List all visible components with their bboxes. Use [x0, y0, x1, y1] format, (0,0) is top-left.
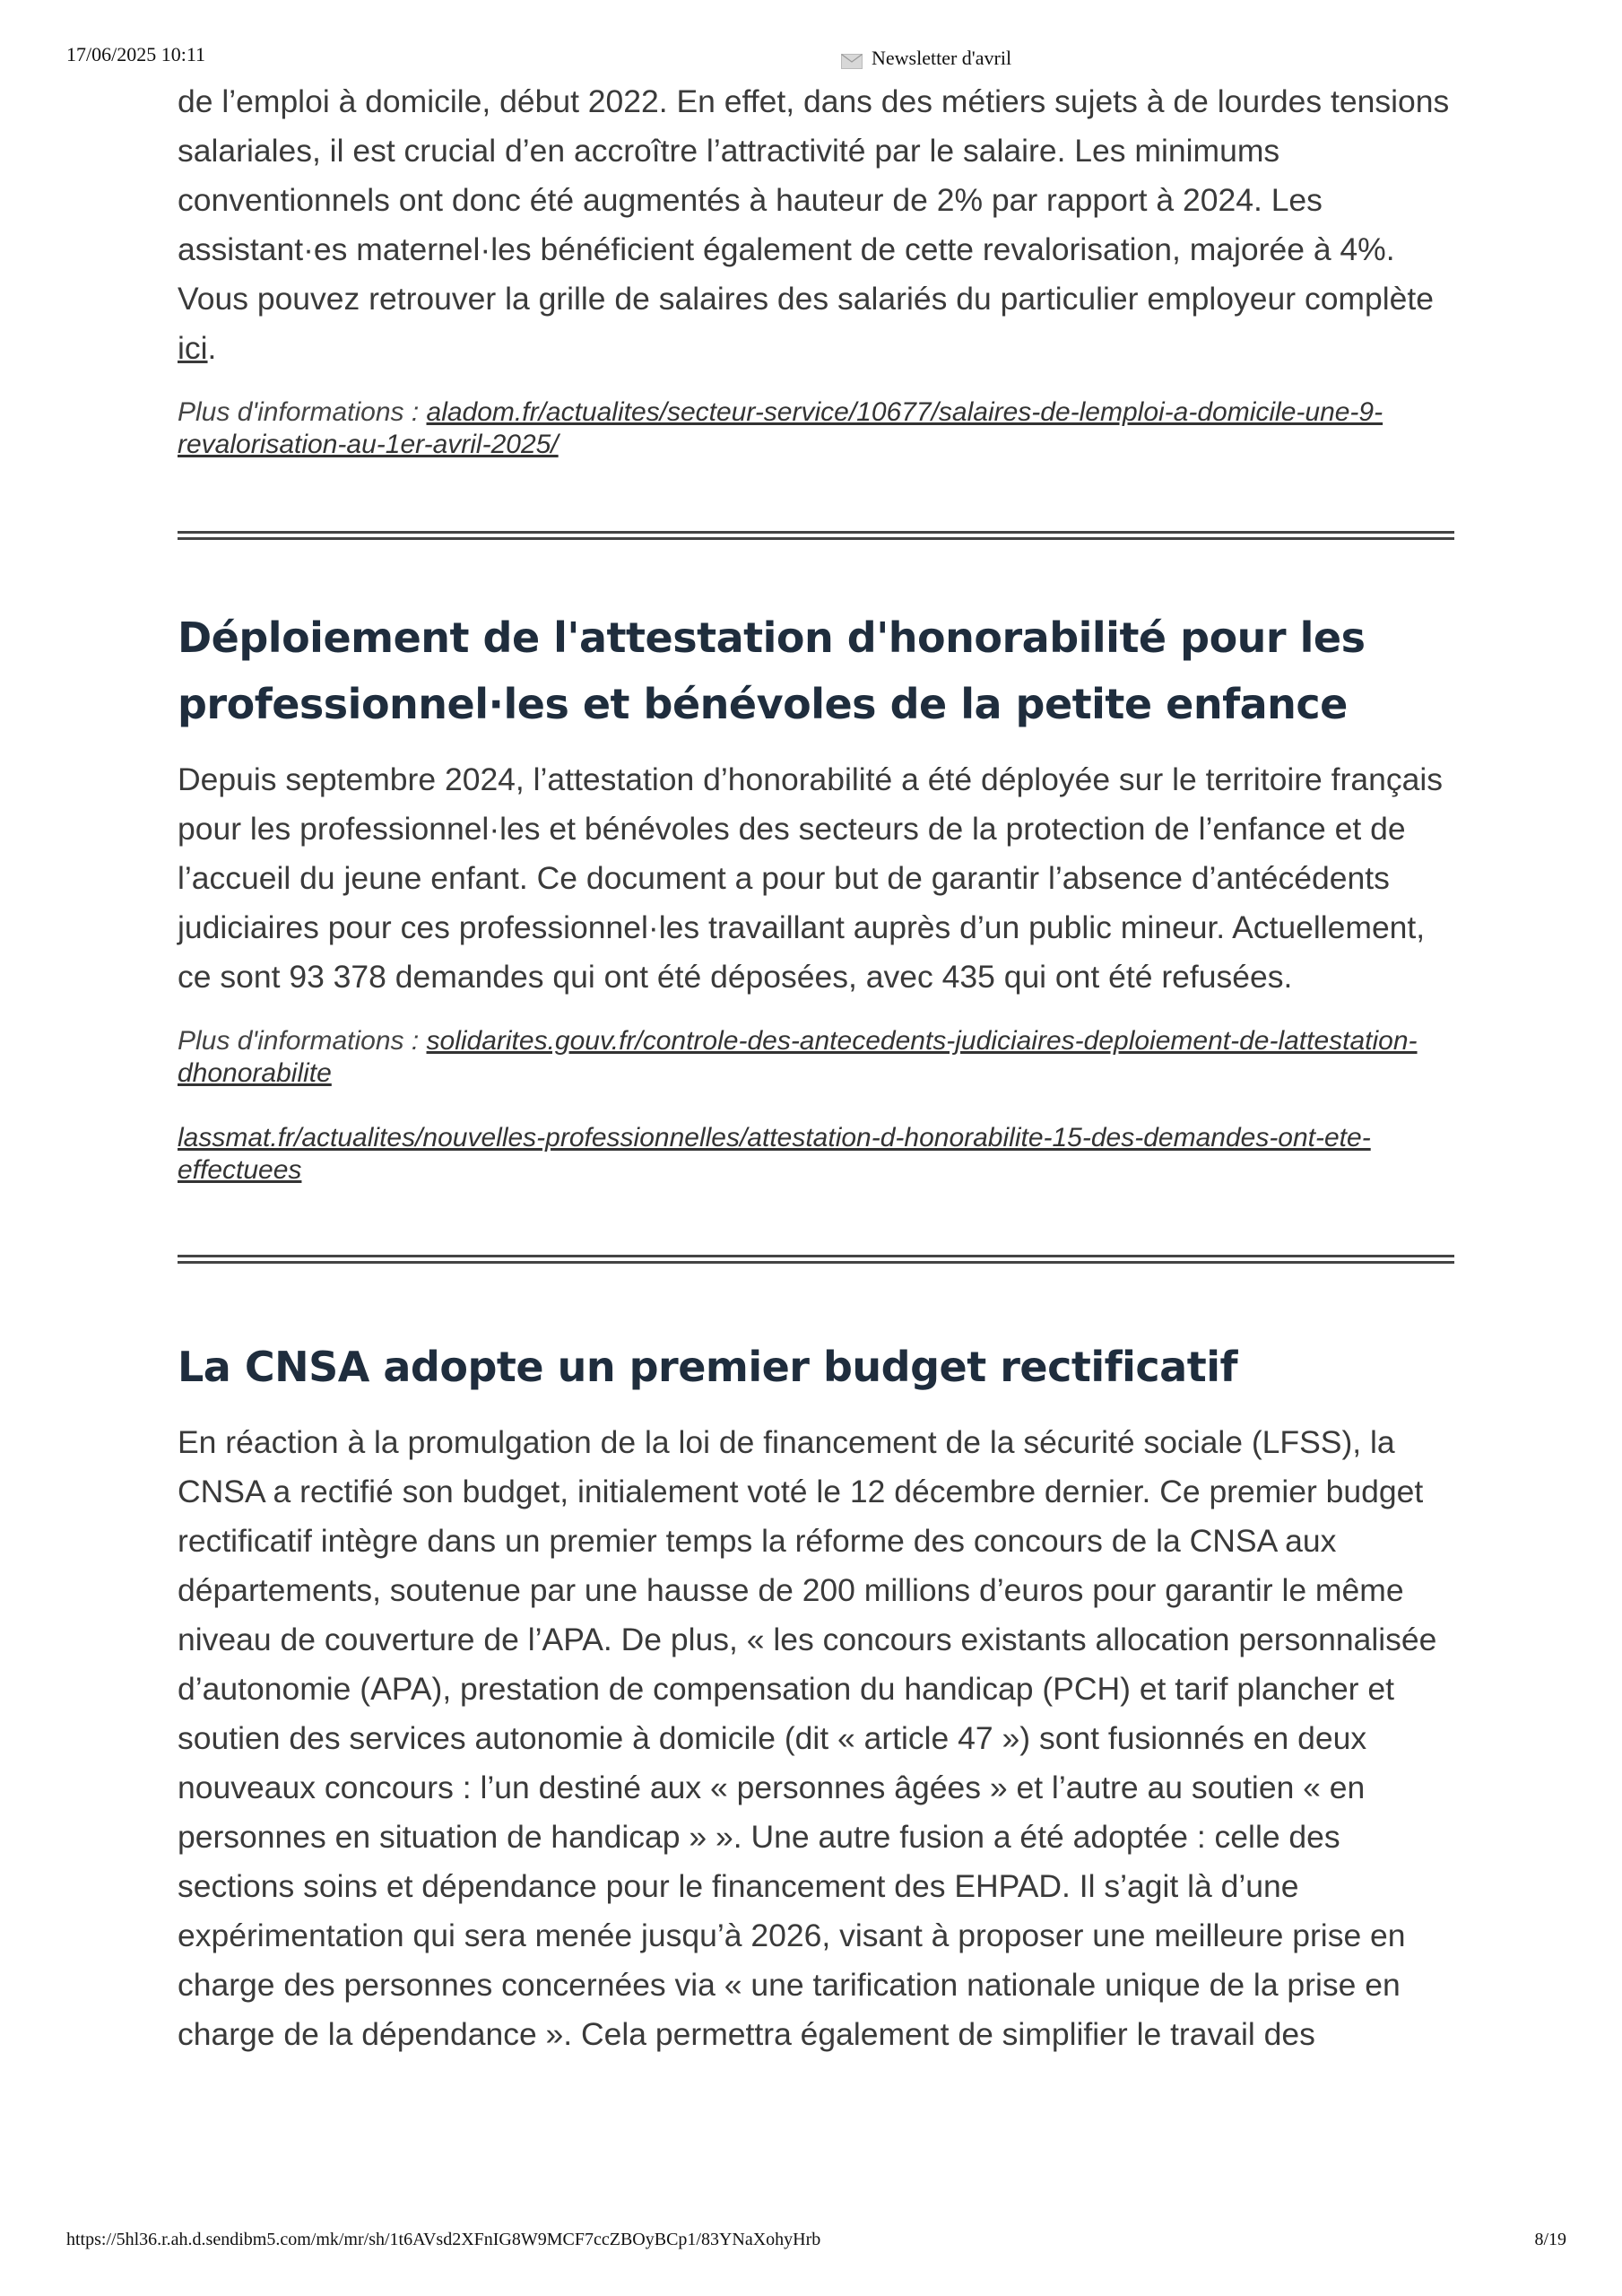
cnsa-paragraph: En réaction à la promulgation de la loi de financement de la sécurité sociale (LFSS), la CNSA a rectifié son budget, initialement voté le 12 décembre dernier. Ce premier budget rectificatif intègre dans un premier temps la réforme des concours de la CNSA aux départements, soutenue par une hausse de 200 millions d’euros pour garantir le même niveau de couverture de l’APA. De plus, « les concours existants allocation personnalisée d’autonomie (APA), prestation de compensation du handicap (PCH) et tarif plancher et soutien des services autonomie à domicile (dit « article 47 ») sont fusionnés en deux nouveaux concours : l’un destiné aux « personnes âgées » et l’autre au soutien « en personnes en situation de handicap » ». Une autre fusion a été adoptée : celle des sections soins et dépendance pour le financement des EHPAD. Il s’agit là d’une expérimentation qui sera menée jusqu’à 2026, visant à proposer une meilleure prise en charge des personnes concernées via « une tarification nationale unique de la prise en charge de la dépendance ». Cela permettra également de simplifier le travail des: [178, 1424, 1437, 2052]
aladom-link[interactable]: aladom.fr/actualites/secteur-service/10677/salaires-de-lemploi-a-domicile-une-9-revalorisation-au-1er-avril-2025/: [178, 397, 1383, 459]
lassmat-link[interactable]: lassmat.fr/actualites/nouvelles-professionnelles/attestation-d-honorabilite-15-des-demandes-ont-ete-effectuees: [178, 1123, 1371, 1185]
envelope-icon: [841, 51, 863, 66]
grille-salaires-link[interactable]: ici: [178, 330, 208, 366]
print-date: 17/06/2025 10:11: [66, 43, 206, 65]
newsletter-title: Newsletter d'avril: [872, 47, 1012, 69]
solidarites-link[interactable]: solidarites.gouv.fr/controle-des-antecedents-judiciaires-deploiement-de-lattestation-dhonorabilite: [178, 1026, 1418, 1088]
info-prefix: Plus d'informations :: [178, 397, 427, 427]
cnsa-title: La CNSA adopte un premier budget rectificatif: [178, 1343, 1237, 1391]
section-divider: [178, 531, 1454, 540]
attestation-more-info-2: [178, 1122, 1451, 1187]
intro-paragraph: [178, 77, 1451, 373]
print-header-title: [841, 47, 1011, 70]
page-number: 8/19: [1534, 2230, 1566, 2249]
section-divider: [178, 1255, 1454, 1264]
info-prefix: Plus d'informations :: [178, 1026, 427, 1056]
attestation-paragraph: Depuis septembre 2024, l’attestation d’honorabilité a été déployée sur le territoire français pour les professionnel·les et bénévoles des secteurs de la protection de l’enfance et de l’accueil du jeune enfant. Ce document a pour but de garantir l’absence d’antécédents judiciaires pour ces professionnel·les travaillant auprès d’un public mineur. Actuellement, ce sont 93 378 demandes qui ont été déposées, avec 435 qui ont été refusées.: [178, 761, 1443, 995]
intro-end: .: [207, 330, 217, 366]
intro-more-info: [178, 396, 1451, 461]
newsletter-content: [178, 77, 1451, 2059]
intro-text: de l’emploi à domicile, début 2022. En effet, dans des métiers sujets à de lourdes tensions salariales, il est crucial d’en accroître l’attractivité par le salaire. Les minimums conventionnels ont donc été augmentés à hauteur de 2% par rapport à 2024. Les assistant·es maternel·les bénéficient également de cette revalorisation, majorée à 4%. Vous pouvez retrouver la grille de salaires des salariés du particulier employeur complète: [178, 83, 1450, 317]
print-footer-url: https://5hl36.r.ah.d.sendibm5.com/mk/mr/sh/1t6AVsd2XFnIG8W9MCF7ccZBOyBCp1/83YNaXohyHrb: [66, 2230, 821, 2249]
attestation-more-info: [178, 1025, 1451, 1090]
attestation-title: Déploiement de l'attestation d'honorabilité pour les professionnel·les et bénévoles de la petite enfance: [178, 613, 1366, 728]
